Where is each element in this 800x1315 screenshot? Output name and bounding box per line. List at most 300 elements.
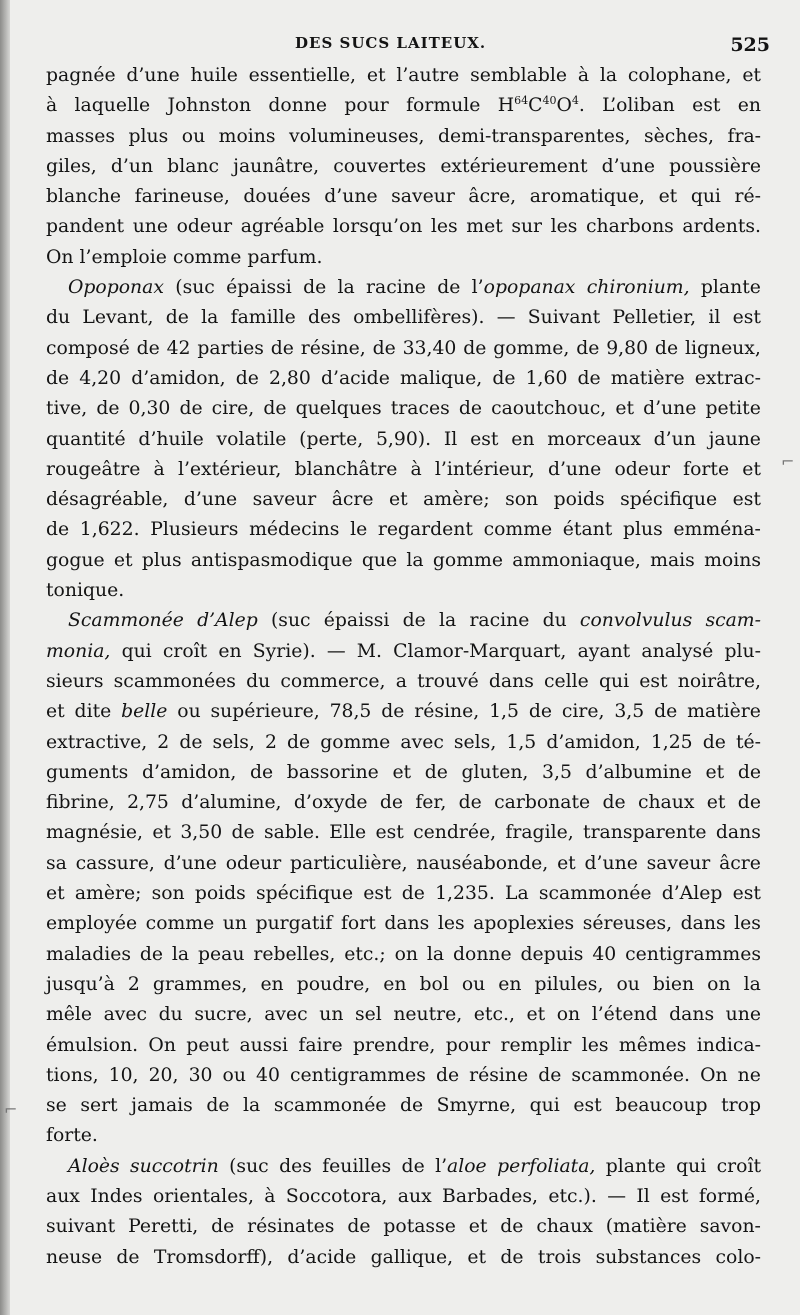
- text-line: [46, 1091, 761, 1121]
- word: analysé: [641, 640, 714, 662]
- text-line: [46, 940, 761, 970]
- word: est: [660, 1185, 689, 1207]
- text-line: [46, 697, 761, 727]
- word: est: [363, 883, 392, 905]
- word: dans: [488, 670, 534, 692]
- word: fibrine,: [46, 792, 115, 814]
- word: pilules,: [534, 973, 604, 995]
- word: 33,40: [402, 337, 457, 359]
- word: matière: [610, 367, 685, 389]
- word: jusqu’à: [46, 973, 115, 995]
- word: ou: [222, 1064, 246, 1086]
- word: croît: [162, 640, 208, 662]
- word: fragile,: [505, 822, 574, 844]
- word: de: [401, 1155, 425, 1177]
- word: cendrée,: [413, 822, 497, 844]
- word: 4,20: [79, 367, 122, 389]
- text-line: [46, 122, 761, 152]
- word: masses: [46, 125, 116, 147]
- word: scammonée: [538, 883, 652, 905]
- word: plus: [141, 549, 182, 571]
- word: 10,: [108, 1064, 139, 1086]
- word: gomme,: [493, 337, 570, 359]
- word: tions,: [46, 1064, 99, 1086]
- word: d’une: [163, 852, 217, 874]
- word: saveur: [646, 852, 711, 874]
- word: centigrammes: [290, 1064, 426, 1086]
- word: les: [437, 913, 465, 935]
- word: les: [734, 913, 761, 935]
- word: et: [468, 1216, 488, 1238]
- word: d’oxyde: [293, 792, 368, 814]
- word: d’une: [584, 852, 638, 874]
- word: 5,90).: [375, 428, 432, 450]
- word: l’opopanax: [471, 277, 576, 299]
- word: dans: [384, 913, 430, 935]
- word: il: [708, 307, 721, 329]
- word: on: [556, 1004, 581, 1026]
- word: un: [222, 913, 247, 935]
- word: ayant: [577, 640, 631, 662]
- word: de: [702, 731, 726, 753]
- word: couvertes: [333, 155, 427, 177]
- word: colo-: [715, 1246, 761, 1268]
- word: chironium,: [586, 277, 690, 299]
- page-number: 525: [730, 34, 770, 56]
- text-line: [46, 394, 761, 424]
- word: de: [401, 883, 425, 905]
- word: dans: [680, 913, 726, 935]
- word: jaune: [708, 428, 761, 450]
- word: la: [337, 277, 355, 299]
- word: employée: [46, 913, 138, 935]
- word: 1,235.: [435, 883, 495, 905]
- word: de: [492, 367, 516, 389]
- word: en: [383, 973, 407, 995]
- word: âcre: [331, 489, 374, 511]
- word: pour: [445, 1034, 491, 1056]
- word: scammonées: [113, 670, 236, 692]
- word: poids: [553, 489, 605, 511]
- word: met: [466, 216, 503, 238]
- word: peut: [186, 1034, 230, 1056]
- word: neutre,: [393, 1004, 463, 1026]
- word: et: [152, 822, 171, 844]
- word: ou: [177, 701, 201, 723]
- word: 2: [127, 973, 140, 995]
- word: une: [132, 216, 168, 238]
- word: en: [511, 428, 535, 450]
- word: savon-: [699, 1216, 761, 1238]
- text-line: [46, 879, 761, 909]
- word: L’oliban: [602, 95, 675, 117]
- word: 0,30: [128, 398, 171, 420]
- word: —: [326, 640, 346, 662]
- word: sel: [354, 1004, 382, 1026]
- word: famille: [230, 307, 296, 329]
- word: peau: [198, 943, 245, 965]
- text-line: [46, 606, 761, 636]
- word: transparente: [583, 822, 707, 844]
- text-line: [46, 243, 761, 273]
- word: essentielle,: [248, 65, 357, 86]
- word: son: [505, 489, 539, 511]
- text-line: [46, 303, 761, 333]
- word: Tromsdorff),: [153, 1246, 274, 1268]
- word: carbonate: [494, 792, 591, 814]
- word: trop: [721, 1095, 761, 1117]
- word: la: [201, 307, 219, 329]
- word: apoplexies: [473, 913, 575, 935]
- word: pagnée: [46, 65, 116, 86]
- word: avec: [264, 1004, 308, 1026]
- word: donne: [268, 95, 328, 117]
- word: de: [602, 792, 626, 814]
- word: laquelle: [74, 95, 151, 117]
- word: fort: [340, 913, 376, 935]
- word: mais: [650, 549, 695, 571]
- word: et: [113, 549, 133, 571]
- word: plus: [128, 125, 169, 147]
- word: Pelletier,: [612, 307, 697, 329]
- word: giles,: [46, 155, 97, 177]
- word: odeur: [614, 458, 670, 480]
- word: faire: [298, 1034, 343, 1056]
- word: trois: [537, 1246, 582, 1268]
- word: de: [231, 822, 255, 844]
- word: purgatif: [255, 913, 333, 935]
- word: dans: [715, 822, 761, 844]
- word: d’acide: [320, 367, 390, 389]
- word: extrac-: [694, 367, 761, 389]
- word: de: [165, 307, 189, 329]
- word: avec: [400, 731, 444, 753]
- word: résine,: [414, 701, 480, 723]
- word: l’aloe: [435, 1155, 487, 1177]
- word: pour: [344, 95, 389, 117]
- word: charbons: [585, 216, 674, 238]
- word: Levant,: [82, 307, 154, 329]
- word: depuis: [520, 943, 584, 965]
- word: la: [439, 610, 457, 632]
- text-line: [46, 1182, 761, 1212]
- word: grammes,: [152, 973, 248, 995]
- word: plante: [605, 1155, 666, 1177]
- word: tive,: [46, 398, 88, 420]
- word: et: [742, 458, 761, 480]
- word: de: [538, 1064, 562, 1086]
- word: forte: [683, 458, 730, 480]
- text-line: [46, 485, 761, 515]
- word: parfum.: [247, 246, 323, 268]
- word: et: [557, 852, 576, 874]
- word: plu-: [724, 640, 761, 662]
- text-line: [46, 212, 761, 242]
- word: odeur: [225, 852, 282, 874]
- word: de: [379, 792, 403, 814]
- word: son: [151, 883, 185, 905]
- word: de: [96, 398, 120, 420]
- word: sur: [511, 216, 543, 238]
- word: ligneux,: [684, 337, 761, 359]
- word: est: [375, 822, 404, 844]
- word: du: [542, 610, 567, 632]
- text-line: [46, 455, 761, 485]
- word: 1,5: [506, 731, 537, 753]
- word: de: [654, 337, 679, 359]
- word: d’une: [324, 186, 378, 208]
- word: emména-: [673, 519, 761, 541]
- text-line: [46, 334, 761, 364]
- word: l’autre: [396, 65, 460, 86]
- margin-mark: ⌐: [781, 452, 795, 471]
- word: et: [388, 489, 408, 511]
- word: comme: [145, 913, 215, 935]
- word: de: [458, 398, 482, 420]
- word: d’une: [183, 489, 238, 511]
- word: âcre,: [468, 186, 517, 208]
- word: sucre,: [194, 1004, 253, 1026]
- text-line: [46, 61, 761, 91]
- word: guments: [46, 761, 129, 783]
- word: un: [319, 1004, 344, 1026]
- word: blanc: [167, 155, 220, 177]
- word: rebelles,: [253, 943, 336, 965]
- word: de: [577, 367, 601, 389]
- word: à: [153, 458, 165, 480]
- word: la: [243, 1095, 261, 1117]
- word: moins: [218, 125, 276, 147]
- text-line: [46, 1152, 761, 1182]
- text-line: [46, 182, 761, 212]
- word: racine: [469, 610, 530, 632]
- word: des: [308, 307, 341, 329]
- word: La: [505, 883, 529, 905]
- word: qui: [690, 186, 721, 208]
- word: bien: [652, 973, 695, 995]
- word: de: [402, 610, 426, 632]
- word: du: [246, 670, 271, 692]
- word: dite: [74, 701, 112, 723]
- word: et: [742, 65, 761, 86]
- word: avec: [103, 1004, 148, 1026]
- word: de: [303, 277, 327, 299]
- word: celle: [544, 670, 589, 692]
- word: saveur: [252, 489, 317, 511]
- word: est: [732, 883, 761, 905]
- word: est: [732, 307, 761, 329]
- text-line: [46, 546, 761, 576]
- text-line: [46, 818, 761, 848]
- text-line: [46, 425, 761, 455]
- word: scammonée: [273, 1095, 387, 1117]
- word: qui: [121, 640, 152, 662]
- word: que: [361, 549, 398, 571]
- text-line: [46, 1061, 761, 1091]
- word: 2,75: [127, 792, 169, 814]
- margin-mark: ⌐: [4, 1100, 18, 1119]
- word: aux: [397, 1185, 432, 1207]
- word: du: [46, 307, 71, 329]
- word: mêmes: [618, 1034, 687, 1056]
- word: Aloès: [68, 1155, 120, 1177]
- word: de: [500, 1216, 524, 1238]
- word: forte.: [46, 1125, 98, 1147]
- word: lorsqu’on: [332, 216, 423, 238]
- word: de: [576, 337, 600, 359]
- word: prendre,: [353, 1034, 436, 1056]
- word: les: [430, 216, 458, 238]
- word: qui: [598, 670, 630, 692]
- word: gogue: [46, 549, 105, 571]
- word: Clamor-Marquart,: [393, 640, 567, 662]
- word: l’intérieur,: [434, 458, 535, 480]
- word: et: [392, 761, 412, 783]
- text-line: [46, 758, 761, 788]
- word: de: [435, 1064, 460, 1086]
- word: qui: [676, 1155, 707, 1177]
- word: composé: [46, 337, 130, 359]
- word: amère;: [423, 489, 490, 511]
- word: épaissi: [323, 610, 390, 632]
- word: agréable: [240, 216, 325, 238]
- word: les: [581, 1034, 609, 1056]
- word: té-: [735, 731, 761, 753]
- text-line: [46, 909, 761, 939]
- text-line: [46, 1243, 761, 1273]
- word: bol: [419, 973, 449, 995]
- running-head: DES SUCS LAITEUX.: [295, 34, 487, 52]
- word: etc.,: [473, 1004, 515, 1026]
- word: 2,80: [269, 367, 311, 389]
- word: épaissi: [226, 277, 292, 299]
- word: ré-: [734, 186, 761, 208]
- word: de: [437, 277, 461, 299]
- word: en: [260, 973, 284, 995]
- word: particulière,: [290, 852, 408, 874]
- word: gluten,: [461, 761, 529, 783]
- word: la: [743, 973, 761, 995]
- word: sels,: [212, 731, 255, 753]
- word: résine,: [300, 337, 366, 359]
- text-line: [46, 728, 761, 758]
- word: est: [639, 670, 668, 692]
- word: formule: [406, 95, 481, 117]
- word: ammoniaque,: [512, 549, 641, 571]
- word: extractive,: [46, 731, 148, 753]
- word: de: [372, 337, 396, 359]
- word: on: [707, 973, 731, 995]
- word: résinates: [247, 1216, 335, 1238]
- word: et: [366, 65, 386, 86]
- word: On: [46, 246, 74, 268]
- word: de: [424, 761, 448, 783]
- text-line: [46, 788, 761, 818]
- word: cire,: [211, 398, 255, 420]
- word: aussi: [239, 1034, 289, 1056]
- word: est: [470, 428, 499, 450]
- word: de: [46, 519, 70, 541]
- word: Plusieurs: [150, 519, 239, 541]
- word: médecins: [249, 519, 340, 541]
- text-line: [46, 637, 761, 667]
- word: jaunâtre,: [233, 155, 320, 177]
- word: l’étend: [591, 1004, 658, 1026]
- word: le: [350, 519, 368, 541]
- word: la: [599, 65, 618, 86]
- word: de: [654, 701, 678, 723]
- word: Il: [443, 428, 458, 450]
- word: de: [46, 367, 70, 389]
- word: huile: [190, 65, 238, 86]
- word: de: [463, 337, 487, 359]
- word: de: [116, 1246, 140, 1268]
- word: parties: [197, 337, 264, 359]
- word: Suivant: [527, 307, 601, 329]
- word: de: [179, 731, 203, 753]
- word: à: [46, 95, 58, 117]
- word: nauséabonde,: [416, 852, 549, 874]
- word: de: [458, 792, 482, 814]
- word: 20,: [148, 1064, 179, 1086]
- word: à: [577, 65, 590, 86]
- word: âcre: [719, 852, 761, 874]
- word: scam-: [705, 610, 761, 632]
- word: fra-: [727, 125, 761, 147]
- word: la: [171, 943, 190, 965]
- word: de: [136, 337, 160, 359]
- word: centigrammes: [625, 943, 761, 965]
- word: de: [139, 943, 164, 965]
- text-line: [46, 91, 761, 121]
- text-line: [46, 576, 761, 606]
- word: la: [426, 943, 445, 965]
- word: a: [395, 670, 407, 692]
- word: qui: [529, 1095, 560, 1117]
- word: comme: [483, 519, 553, 541]
- word: d’acide: [287, 1246, 357, 1268]
- word: sert: [80, 1095, 118, 1117]
- word: d’un: [653, 428, 696, 450]
- word: de: [179, 398, 203, 420]
- word: désagréable,: [46, 489, 169, 511]
- word: de: [528, 701, 552, 723]
- word: (suc: [270, 610, 311, 632]
- word: d’une: [126, 65, 180, 86]
- word: et: [526, 1004, 546, 1026]
- word: sieurs: [46, 670, 104, 692]
- word: l’emploie: [79, 246, 167, 268]
- text-line: [46, 273, 761, 303]
- word: magnésie,: [46, 822, 143, 844]
- word: d’Alep: [197, 610, 258, 632]
- word: et: [706, 792, 726, 814]
- word: une: [725, 1004, 761, 1026]
- word: commerce,: [280, 670, 386, 692]
- word: (perte,: [299, 428, 364, 450]
- word: (matière: [605, 1216, 687, 1238]
- word: les: [550, 216, 578, 238]
- word: sable.: [264, 822, 320, 844]
- word: plus: [622, 519, 663, 541]
- word: 42: [166, 337, 191, 359]
- word: regardent: [377, 519, 473, 541]
- text-line: [46, 515, 761, 545]
- word: résine: [469, 1064, 529, 1086]
- word: du: [158, 1004, 183, 1026]
- word: et: [46, 701, 65, 723]
- word: des: [279, 1155, 312, 1177]
